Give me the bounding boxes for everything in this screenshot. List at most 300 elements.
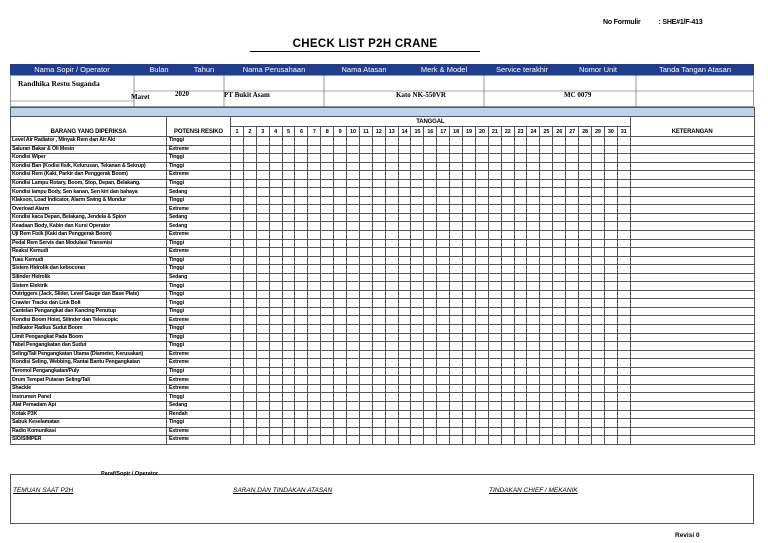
check-cell[interactable]: [269, 350, 282, 359]
check-cell[interactable]: [527, 367, 540, 376]
check-cell[interactable]: [256, 376, 269, 385]
check-cell[interactable]: [553, 162, 566, 171]
check-cell[interactable]: [617, 265, 630, 274]
check-cell[interactable]: [591, 427, 604, 436]
check-cell[interactable]: [475, 248, 488, 257]
check-cell[interactable]: [256, 248, 269, 257]
check-cell[interactable]: [308, 384, 321, 393]
check-cell[interactable]: [334, 393, 347, 402]
check-cell[interactable]: [463, 359, 476, 368]
check-cell[interactable]: [243, 427, 256, 436]
check-cell[interactable]: [566, 239, 579, 248]
check-cell[interactable]: [604, 179, 617, 188]
check-cell[interactable]: [334, 137, 347, 146]
check-cell[interactable]: [372, 410, 385, 419]
check-cell[interactable]: [540, 376, 553, 385]
check-cell[interactable]: [424, 154, 437, 163]
check-cell[interactable]: [282, 231, 295, 240]
check-cell[interactable]: [604, 299, 617, 308]
check-cell[interactable]: [514, 436, 527, 445]
check-cell[interactable]: [308, 145, 321, 154]
check-cell[interactable]: [553, 325, 566, 334]
check-cell[interactable]: [604, 239, 617, 248]
check-cell[interactable]: [475, 350, 488, 359]
check-cell[interactable]: [617, 342, 630, 351]
check-cell[interactable]: [243, 205, 256, 214]
check-cell[interactable]: [372, 436, 385, 445]
check-cell[interactable]: [475, 367, 488, 376]
check-cell[interactable]: [231, 154, 244, 163]
check-cell[interactable]: [256, 171, 269, 180]
check-cell[interactable]: [604, 393, 617, 402]
check-cell[interactable]: [424, 401, 437, 410]
check-cell[interactable]: [591, 307, 604, 316]
check-cell[interactable]: [321, 256, 334, 265]
check-cell[interactable]: [579, 231, 592, 240]
check-cell[interactable]: [372, 239, 385, 248]
check-cell[interactable]: [308, 401, 321, 410]
check-cell[interactable]: [359, 299, 372, 308]
check-cell[interactable]: [591, 342, 604, 351]
check-cell[interactable]: [321, 359, 334, 368]
check-cell[interactable]: [321, 145, 334, 154]
check-cell[interactable]: [231, 137, 244, 146]
check-cell[interactable]: [411, 393, 424, 402]
check-cell[interactable]: [514, 273, 527, 282]
check-cell[interactable]: [514, 145, 527, 154]
check-cell[interactable]: [617, 367, 630, 376]
check-cell[interactable]: [566, 179, 579, 188]
check-cell[interactable]: [256, 137, 269, 146]
check-cell[interactable]: [591, 359, 604, 368]
check-cell[interactable]: [347, 410, 360, 419]
check-cell[interactable]: [553, 171, 566, 180]
note-cell[interactable]: [630, 154, 754, 163]
check-cell[interactable]: [579, 248, 592, 257]
check-cell[interactable]: [488, 231, 501, 240]
check-cell[interactable]: [256, 401, 269, 410]
note-cell[interactable]: [630, 376, 754, 385]
check-cell[interactable]: [269, 231, 282, 240]
check-cell[interactable]: [514, 342, 527, 351]
check-cell[interactable]: [591, 384, 604, 393]
check-cell[interactable]: [256, 367, 269, 376]
check-cell[interactable]: [243, 325, 256, 334]
check-cell[interactable]: [295, 316, 308, 325]
check-cell[interactable]: [321, 307, 334, 316]
check-cell[interactable]: [488, 384, 501, 393]
check-cell[interactable]: [359, 231, 372, 240]
check-cell[interactable]: [566, 162, 579, 171]
check-cell[interactable]: [591, 222, 604, 231]
check-cell[interactable]: [243, 350, 256, 359]
check-cell[interactable]: [566, 436, 579, 445]
check-cell[interactable]: [437, 179, 450, 188]
check-cell[interactable]: [398, 367, 411, 376]
check-cell[interactable]: [424, 427, 437, 436]
check-cell[interactable]: [604, 325, 617, 334]
check-cell[interactable]: [604, 213, 617, 222]
check-cell[interactable]: [488, 154, 501, 163]
check-cell[interactable]: [282, 137, 295, 146]
check-cell[interactable]: [334, 282, 347, 291]
check-cell[interactable]: [604, 231, 617, 240]
check-cell[interactable]: [385, 384, 398, 393]
check-cell[interactable]: [424, 273, 437, 282]
check-cell[interactable]: [347, 350, 360, 359]
check-cell[interactable]: [450, 436, 463, 445]
check-cell[interactable]: [385, 213, 398, 222]
check-cell[interactable]: [553, 239, 566, 248]
check-cell[interactable]: [359, 265, 372, 274]
check-cell[interactable]: [372, 179, 385, 188]
check-cell[interactable]: [231, 179, 244, 188]
check-cell[interactable]: [553, 384, 566, 393]
check-cell[interactable]: [424, 299, 437, 308]
check-cell[interactable]: [463, 419, 476, 428]
check-cell[interactable]: [579, 393, 592, 402]
check-cell[interactable]: [437, 367, 450, 376]
check-cell[interactable]: [398, 179, 411, 188]
check-cell[interactable]: [488, 393, 501, 402]
check-cell[interactable]: [243, 222, 256, 231]
check-cell[interactable]: [372, 273, 385, 282]
note-cell[interactable]: [630, 367, 754, 376]
check-cell[interactable]: [231, 393, 244, 402]
check-cell[interactable]: [617, 299, 630, 308]
check-cell[interactable]: [540, 188, 553, 197]
check-cell[interactable]: [269, 376, 282, 385]
check-cell[interactable]: [231, 205, 244, 214]
check-cell[interactable]: [398, 299, 411, 308]
check-cell[interactable]: [501, 436, 514, 445]
check-cell[interactable]: [475, 239, 488, 248]
check-cell[interactable]: [321, 239, 334, 248]
check-cell[interactable]: [553, 401, 566, 410]
check-cell[interactable]: [334, 427, 347, 436]
check-cell[interactable]: [398, 282, 411, 291]
note-cell[interactable]: [630, 325, 754, 334]
check-cell[interactable]: [566, 265, 579, 274]
check-cell[interactable]: [295, 307, 308, 316]
check-cell[interactable]: [295, 342, 308, 351]
check-cell[interactable]: [501, 299, 514, 308]
check-cell[interactable]: [295, 248, 308, 257]
check-cell[interactable]: [385, 367, 398, 376]
check-cell[interactable]: [527, 350, 540, 359]
check-cell[interactable]: [553, 205, 566, 214]
check-cell[interactable]: [475, 171, 488, 180]
check-cell[interactable]: [372, 137, 385, 146]
check-cell[interactable]: [372, 427, 385, 436]
check-cell[interactable]: [359, 162, 372, 171]
check-cell[interactable]: [321, 282, 334, 291]
check-cell[interactable]: [308, 393, 321, 402]
check-cell[interactable]: [385, 316, 398, 325]
check-cell[interactable]: [256, 222, 269, 231]
check-cell[interactable]: [308, 290, 321, 299]
check-cell[interactable]: [359, 376, 372, 385]
check-cell[interactable]: [321, 376, 334, 385]
check-cell[interactable]: [604, 427, 617, 436]
check-cell[interactable]: [475, 179, 488, 188]
check-cell[interactable]: [566, 350, 579, 359]
check-cell[interactable]: [579, 436, 592, 445]
check-cell[interactable]: [372, 248, 385, 257]
check-cell[interactable]: [501, 342, 514, 351]
check-cell[interactable]: [295, 256, 308, 265]
check-cell[interactable]: [424, 376, 437, 385]
note-cell[interactable]: [630, 265, 754, 274]
check-cell[interactable]: [450, 205, 463, 214]
note-cell[interactable]: [630, 410, 754, 419]
check-cell[interactable]: [437, 196, 450, 205]
check-cell[interactable]: [591, 145, 604, 154]
check-cell[interactable]: [398, 239, 411, 248]
check-cell[interactable]: [269, 410, 282, 419]
check-cell[interactable]: [243, 171, 256, 180]
check-cell[interactable]: [424, 325, 437, 334]
check-cell[interactable]: [604, 282, 617, 291]
check-cell[interactable]: [437, 265, 450, 274]
check-cell[interactable]: [282, 273, 295, 282]
check-cell[interactable]: [579, 333, 592, 342]
check-cell[interactable]: [579, 137, 592, 146]
check-cell[interactable]: [566, 342, 579, 351]
check-cell[interactable]: [347, 239, 360, 248]
check-cell[interactable]: [372, 325, 385, 334]
check-cell[interactable]: [398, 325, 411, 334]
check-cell[interactable]: [450, 162, 463, 171]
check-cell[interactable]: [308, 273, 321, 282]
check-cell[interactable]: [475, 162, 488, 171]
check-cell[interactable]: [591, 256, 604, 265]
check-cell[interactable]: [256, 290, 269, 299]
check-cell[interactable]: [604, 367, 617, 376]
check-cell[interactable]: [501, 282, 514, 291]
check-cell[interactable]: [321, 213, 334, 222]
check-cell[interactable]: [514, 427, 527, 436]
check-cell[interactable]: [282, 256, 295, 265]
check-cell[interactable]: [540, 154, 553, 163]
check-cell[interactable]: [463, 316, 476, 325]
check-cell[interactable]: [579, 316, 592, 325]
check-cell[interactable]: [282, 248, 295, 257]
check-cell[interactable]: [243, 137, 256, 146]
check-cell[interactable]: [256, 299, 269, 308]
check-cell[interactable]: [501, 162, 514, 171]
note-cell[interactable]: [630, 427, 754, 436]
check-cell[interactable]: [450, 290, 463, 299]
check-cell[interactable]: [437, 256, 450, 265]
check-cell[interactable]: [463, 222, 476, 231]
check-cell[interactable]: [359, 410, 372, 419]
check-cell[interactable]: [398, 333, 411, 342]
check-cell[interactable]: [347, 222, 360, 231]
check-cell[interactable]: [231, 196, 244, 205]
check-cell[interactable]: [450, 325, 463, 334]
check-cell[interactable]: [617, 171, 630, 180]
check-cell[interactable]: [269, 188, 282, 197]
check-cell[interactable]: [450, 307, 463, 316]
check-cell[interactable]: [527, 162, 540, 171]
check-cell[interactable]: [269, 419, 282, 428]
check-cell[interactable]: [308, 376, 321, 385]
check-cell[interactable]: [411, 248, 424, 257]
check-cell[interactable]: [514, 384, 527, 393]
check-cell[interactable]: [256, 282, 269, 291]
check-cell[interactable]: [321, 137, 334, 146]
check-cell[interactable]: [450, 137, 463, 146]
check-cell[interactable]: [488, 282, 501, 291]
check-cell[interactable]: [488, 350, 501, 359]
check-cell[interactable]: [617, 239, 630, 248]
check-cell[interactable]: [411, 307, 424, 316]
check-cell[interactable]: [385, 265, 398, 274]
check-cell[interactable]: [269, 145, 282, 154]
check-cell[interactable]: [308, 179, 321, 188]
check-cell[interactable]: [295, 436, 308, 445]
check-cell[interactable]: [553, 179, 566, 188]
check-cell[interactable]: [243, 333, 256, 342]
check-cell[interactable]: [295, 196, 308, 205]
check-cell[interactable]: [308, 367, 321, 376]
note-cell[interactable]: [630, 137, 754, 146]
check-cell[interactable]: [347, 162, 360, 171]
check-cell[interactable]: [308, 333, 321, 342]
note-cell[interactable]: [630, 436, 754, 445]
check-cell[interactable]: [334, 265, 347, 274]
check-cell[interactable]: [437, 154, 450, 163]
check-cell[interactable]: [527, 154, 540, 163]
check-cell[interactable]: [514, 410, 527, 419]
check-cell[interactable]: [372, 213, 385, 222]
check-cell[interactable]: [411, 316, 424, 325]
check-cell[interactable]: [617, 436, 630, 445]
check-cell[interactable]: [269, 401, 282, 410]
check-cell[interactable]: [321, 188, 334, 197]
note-cell[interactable]: [630, 145, 754, 154]
check-cell[interactable]: [591, 282, 604, 291]
check-cell[interactable]: [385, 427, 398, 436]
check-cell[interactable]: [591, 333, 604, 342]
check-cell[interactable]: [411, 222, 424, 231]
check-cell[interactable]: [256, 333, 269, 342]
check-cell[interactable]: [475, 299, 488, 308]
check-cell[interactable]: [372, 256, 385, 265]
check-cell[interactable]: [411, 179, 424, 188]
check-cell[interactable]: [475, 401, 488, 410]
check-cell[interactable]: [514, 359, 527, 368]
check-cell[interactable]: [321, 325, 334, 334]
check-cell[interactable]: [256, 179, 269, 188]
check-cell[interactable]: [411, 410, 424, 419]
check-cell[interactable]: [604, 342, 617, 351]
check-cell[interactable]: [501, 222, 514, 231]
check-cell[interactable]: [553, 213, 566, 222]
check-cell[interactable]: [231, 222, 244, 231]
check-cell[interactable]: [579, 410, 592, 419]
check-cell[interactable]: [334, 384, 347, 393]
check-cell[interactable]: [566, 196, 579, 205]
check-cell[interactable]: [475, 419, 488, 428]
check-cell[interactable]: [475, 154, 488, 163]
check-cell[interactable]: [501, 213, 514, 222]
check-cell[interactable]: [372, 154, 385, 163]
check-cell[interactable]: [347, 248, 360, 257]
check-cell[interactable]: [347, 231, 360, 240]
check-cell[interactable]: [385, 179, 398, 188]
check-cell[interactable]: [282, 282, 295, 291]
check-cell[interactable]: [437, 239, 450, 248]
check-cell[interactable]: [243, 290, 256, 299]
check-cell[interactable]: [540, 213, 553, 222]
check-cell[interactable]: [308, 436, 321, 445]
check-cell[interactable]: [553, 137, 566, 146]
check-cell[interactable]: [359, 239, 372, 248]
check-cell[interactable]: [334, 436, 347, 445]
check-cell[interactable]: [553, 282, 566, 291]
check-cell[interactable]: [501, 231, 514, 240]
check-cell[interactable]: [347, 145, 360, 154]
check-cell[interactable]: [527, 410, 540, 419]
check-cell[interactable]: [231, 401, 244, 410]
check-cell[interactable]: [243, 342, 256, 351]
check-cell[interactable]: [282, 213, 295, 222]
check-cell[interactable]: [566, 410, 579, 419]
check-cell[interactable]: [398, 436, 411, 445]
check-cell[interactable]: [359, 359, 372, 368]
check-cell[interactable]: [308, 154, 321, 163]
check-cell[interactable]: [256, 325, 269, 334]
check-cell[interactable]: [256, 154, 269, 163]
check-cell[interactable]: [604, 273, 617, 282]
note-cell[interactable]: [630, 282, 754, 291]
check-cell[interactable]: [256, 196, 269, 205]
check-cell[interactable]: [540, 401, 553, 410]
check-cell[interactable]: [321, 162, 334, 171]
check-cell[interactable]: [450, 342, 463, 351]
check-cell[interactable]: [437, 307, 450, 316]
check-cell[interactable]: [527, 265, 540, 274]
check-cell[interactable]: [540, 316, 553, 325]
check-cell[interactable]: [488, 205, 501, 214]
check-cell[interactable]: [501, 188, 514, 197]
check-cell[interactable]: [424, 350, 437, 359]
check-cell[interactable]: [591, 162, 604, 171]
check-cell[interactable]: [385, 342, 398, 351]
check-cell[interactable]: [308, 316, 321, 325]
check-cell[interactable]: [591, 436, 604, 445]
check-cell[interactable]: [334, 325, 347, 334]
check-cell[interactable]: [295, 231, 308, 240]
check-cell[interactable]: [566, 205, 579, 214]
check-cell[interactable]: [424, 282, 437, 291]
check-cell[interactable]: [231, 367, 244, 376]
check-cell[interactable]: [488, 162, 501, 171]
check-cell[interactable]: [411, 282, 424, 291]
check-cell[interactable]: [540, 171, 553, 180]
check-cell[interactable]: [411, 419, 424, 428]
check-cell[interactable]: [411, 213, 424, 222]
check-cell[interactable]: [398, 273, 411, 282]
check-cell[interactable]: [540, 333, 553, 342]
check-cell[interactable]: [411, 162, 424, 171]
check-cell[interactable]: [566, 231, 579, 240]
check-cell[interactable]: [321, 393, 334, 402]
check-cell[interactable]: [527, 179, 540, 188]
check-cell[interactable]: [617, 282, 630, 291]
